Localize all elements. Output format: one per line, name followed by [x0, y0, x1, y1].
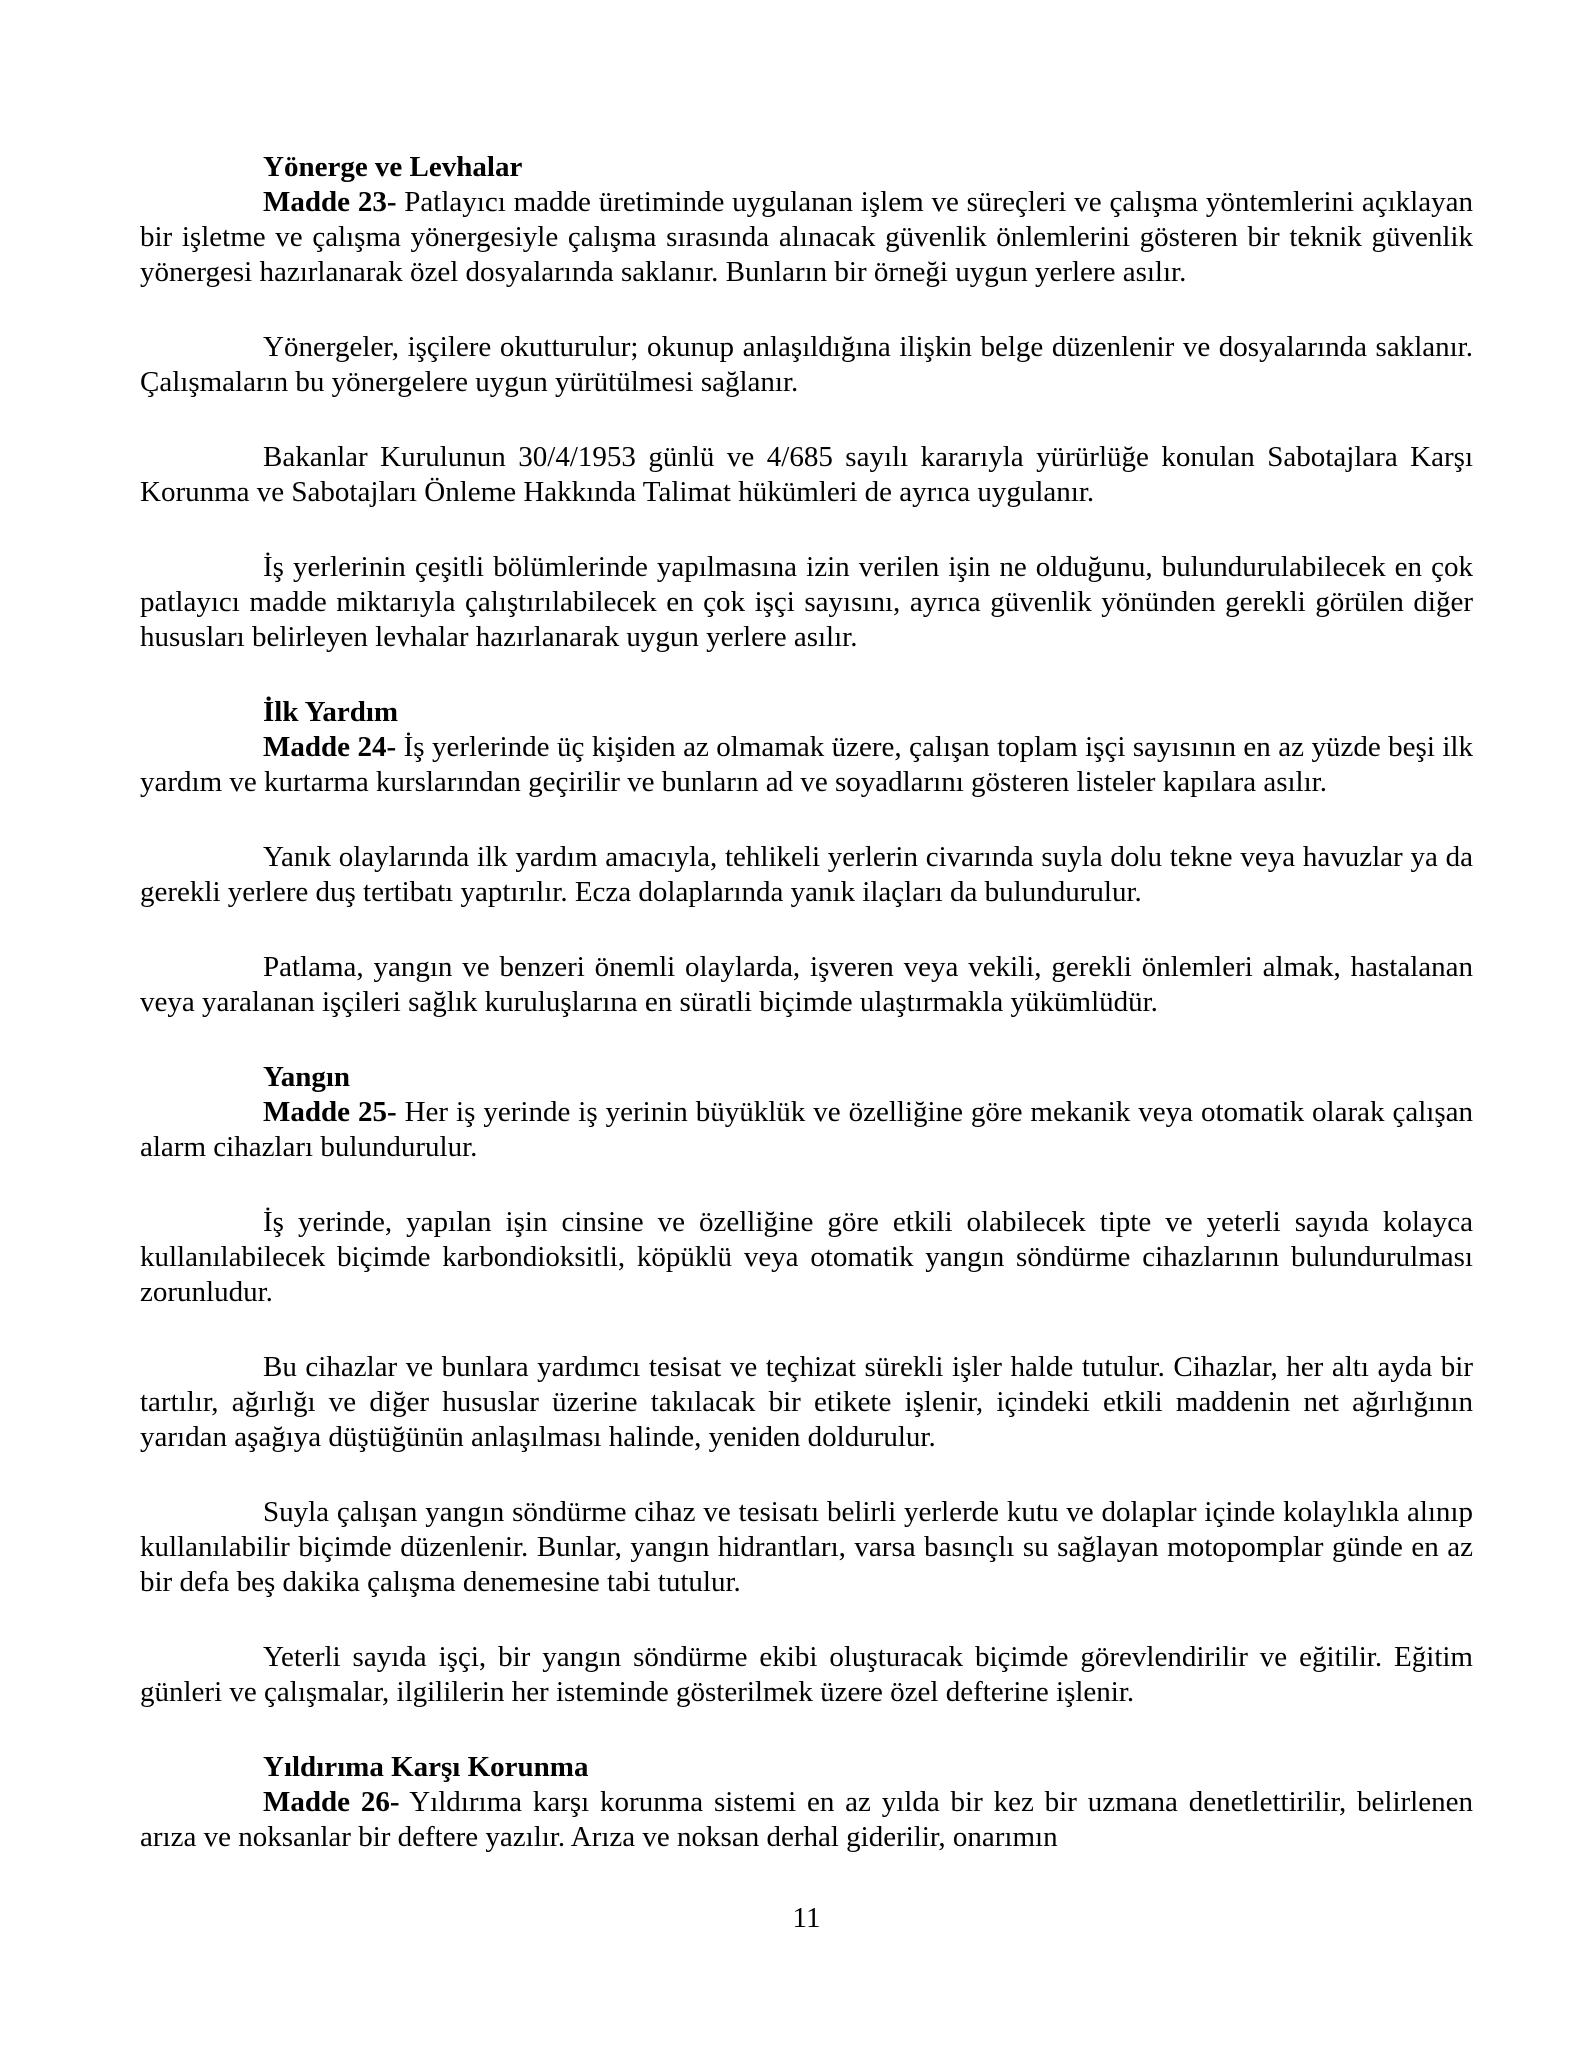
paragraph-madde-25: [140, 1095, 1473, 1165]
paragraph-text: Patlayıcı madde üretiminde uygulanan işlem ve süreçleri ve çalışma yöntemlerini açıklayan bir işletme ve çalışma yönergesiyle çalışma sırasında alınacak güvenlik önlemlerini gösteren bir teknik güvenlik yönergesi hazırlanarak özel dosyalarında saklanır. Bunların bir örneği uygun yerlere asılır.: [140, 186, 1473, 288]
paragraph-text: Yıldırıma karşı korunma sistemi en az yılda bir kez bir uzmana denetlettirilir, belirlenen arıza ve noksanlar bir deftere yazılır. Arıza ve noksan derhal giderilir, onarımın: [140, 1786, 1473, 1853]
paragraph-madde-24: [140, 730, 1473, 800]
paragraph-text: Her iş yerinde iş yerinin büyüklük ve özelliğine göre mekanik veya otomatik olarak çalışan alarm cihazları bulundurulur.: [140, 1096, 1473, 1163]
article-label-madde-23: Madde 23-: [263, 186, 397, 218]
paragraph: Yanık olaylarında ilk yardım amacıyla, tehlikeli yerlerin civarında suyla dolu tekne veya havuzlar ya da gerekli yerlere duş tertibatı yaptırılır. Ecza dolaplarında yanık ilaçları da bulundurulur.: [140, 841, 1473, 908]
paragraph: Bu cihazlar ve bunlara yardımcı tesisat ve teçhizat sürekli işler halde tutulur. Cihazlar, her altı ayda bir tartılır, ağırlığı ve diğer hususlar üzerine takılacak bir etikete işlenir, içindeki etkili maddenin net ağırlığının yarıdan aşağıya düştüğünün anlaşılması halinde, yeniden doldurulur.: [140, 1351, 1473, 1453]
article-label-madde-25: Madde 25-: [263, 1096, 397, 1128]
paragraph: Bakanlar Kurulunun 30/4/1953 günlü ve 4/685 sayılı kararıyla yürürlüğe konulan Sabotajlara Karşı Korunma ve Sabotajları Önleme Hakkında Talimat hükümleri de ayrıca uygulanır.: [140, 441, 1473, 508]
paragraph-text: İş yerlerinde üç kişiden az olmamak üzere, çalışan toplam işçi sayısının en az yüzde beşi ilk yardım ve kurtarma kurslarından geçirilir ve bunların ad ve soyadlarını gösteren listeler kapılara asılır.: [140, 731, 1473, 798]
paragraph-madde-23: [140, 185, 1473, 290]
paragraph: Suyla çalışan yangın söndürme cihaz ve tesisatı belirli yerlerde kutu ve dolaplar içinde kolaylıkla alınıp kullanılabilir biçimde düzenlenir. Bunlar, yangın hidrantları, varsa basınçlı su sağlayan motopomplar günde en az bir defa beş dakika çalışma denemesine tabi tutulur.: [140, 1496, 1473, 1598]
paragraph: İş yerinde, yapılan işin cinsine ve özelliğine göre etkili olabilecek tipte ve yeterli sayıda kolayca kullanılabilecek biçimde karbondioksitli, köpüklü veya otomatik yangın söndürme cihazlarının bulundurulması zorunludur.: [140, 1206, 1473, 1308]
section-heading-yonerge-ve-levhalar: Yönerge ve Levhalar: [263, 151, 523, 183]
section-heading-yildirima-karsi-korunma: Yıldırıma Karşı Korunma: [263, 1751, 589, 1783]
section-heading-ilk-yardim: İlk Yardım: [263, 696, 399, 728]
paragraph: Yönergeler, işçilere okutturulur; okunup anlaşıldığına ilişkin belge düzenlenir ve dosyalarında saklanır. Çalışmaların bu yönergelere uygun yürütülmesi sağlanır.: [140, 331, 1473, 398]
article-label-madde-26: Madde 26-: [263, 1786, 400, 1818]
paragraph: Patlama, yangın ve benzeri önemli olaylarda, işveren veya vekili, gerekli önlemleri almak, hastalanan veya yaralanan işçileri sağlık kuruluşlarına en süratli biçimde ulaştırmakla yükümlüdür.: [140, 951, 1473, 1018]
page-number: 11: [792, 1902, 821, 1934]
section-heading-yangin: Yangın: [263, 1061, 351, 1093]
article-label-madde-24: Madde 24-: [263, 731, 397, 763]
paragraph: Yeterli sayıda işçi, bir yangın söndürme ekibi oluşturacak biçimde görevlendirilir ve eğitilir. Eğitim günleri ve çalışmalar, ilgililerin her isteminde gösterilmek üzere özel defterine işlenir.: [140, 1641, 1473, 1708]
paragraph-madde-26: [140, 1785, 1473, 1855]
paragraph: İş yerlerinin çeşitli bölümlerinde yapılmasına izin verilen işin ne olduğunu, bulundurulabilecek en çok patlayıcı madde miktarıyla çalıştırılabilecek en çok işçi sayısını, ayrıca güvenlik yönünden gerekli görülen diğer hususları belirleyen levhalar hazırlanarak uygun yerlere asılır.: [140, 551, 1473, 653]
